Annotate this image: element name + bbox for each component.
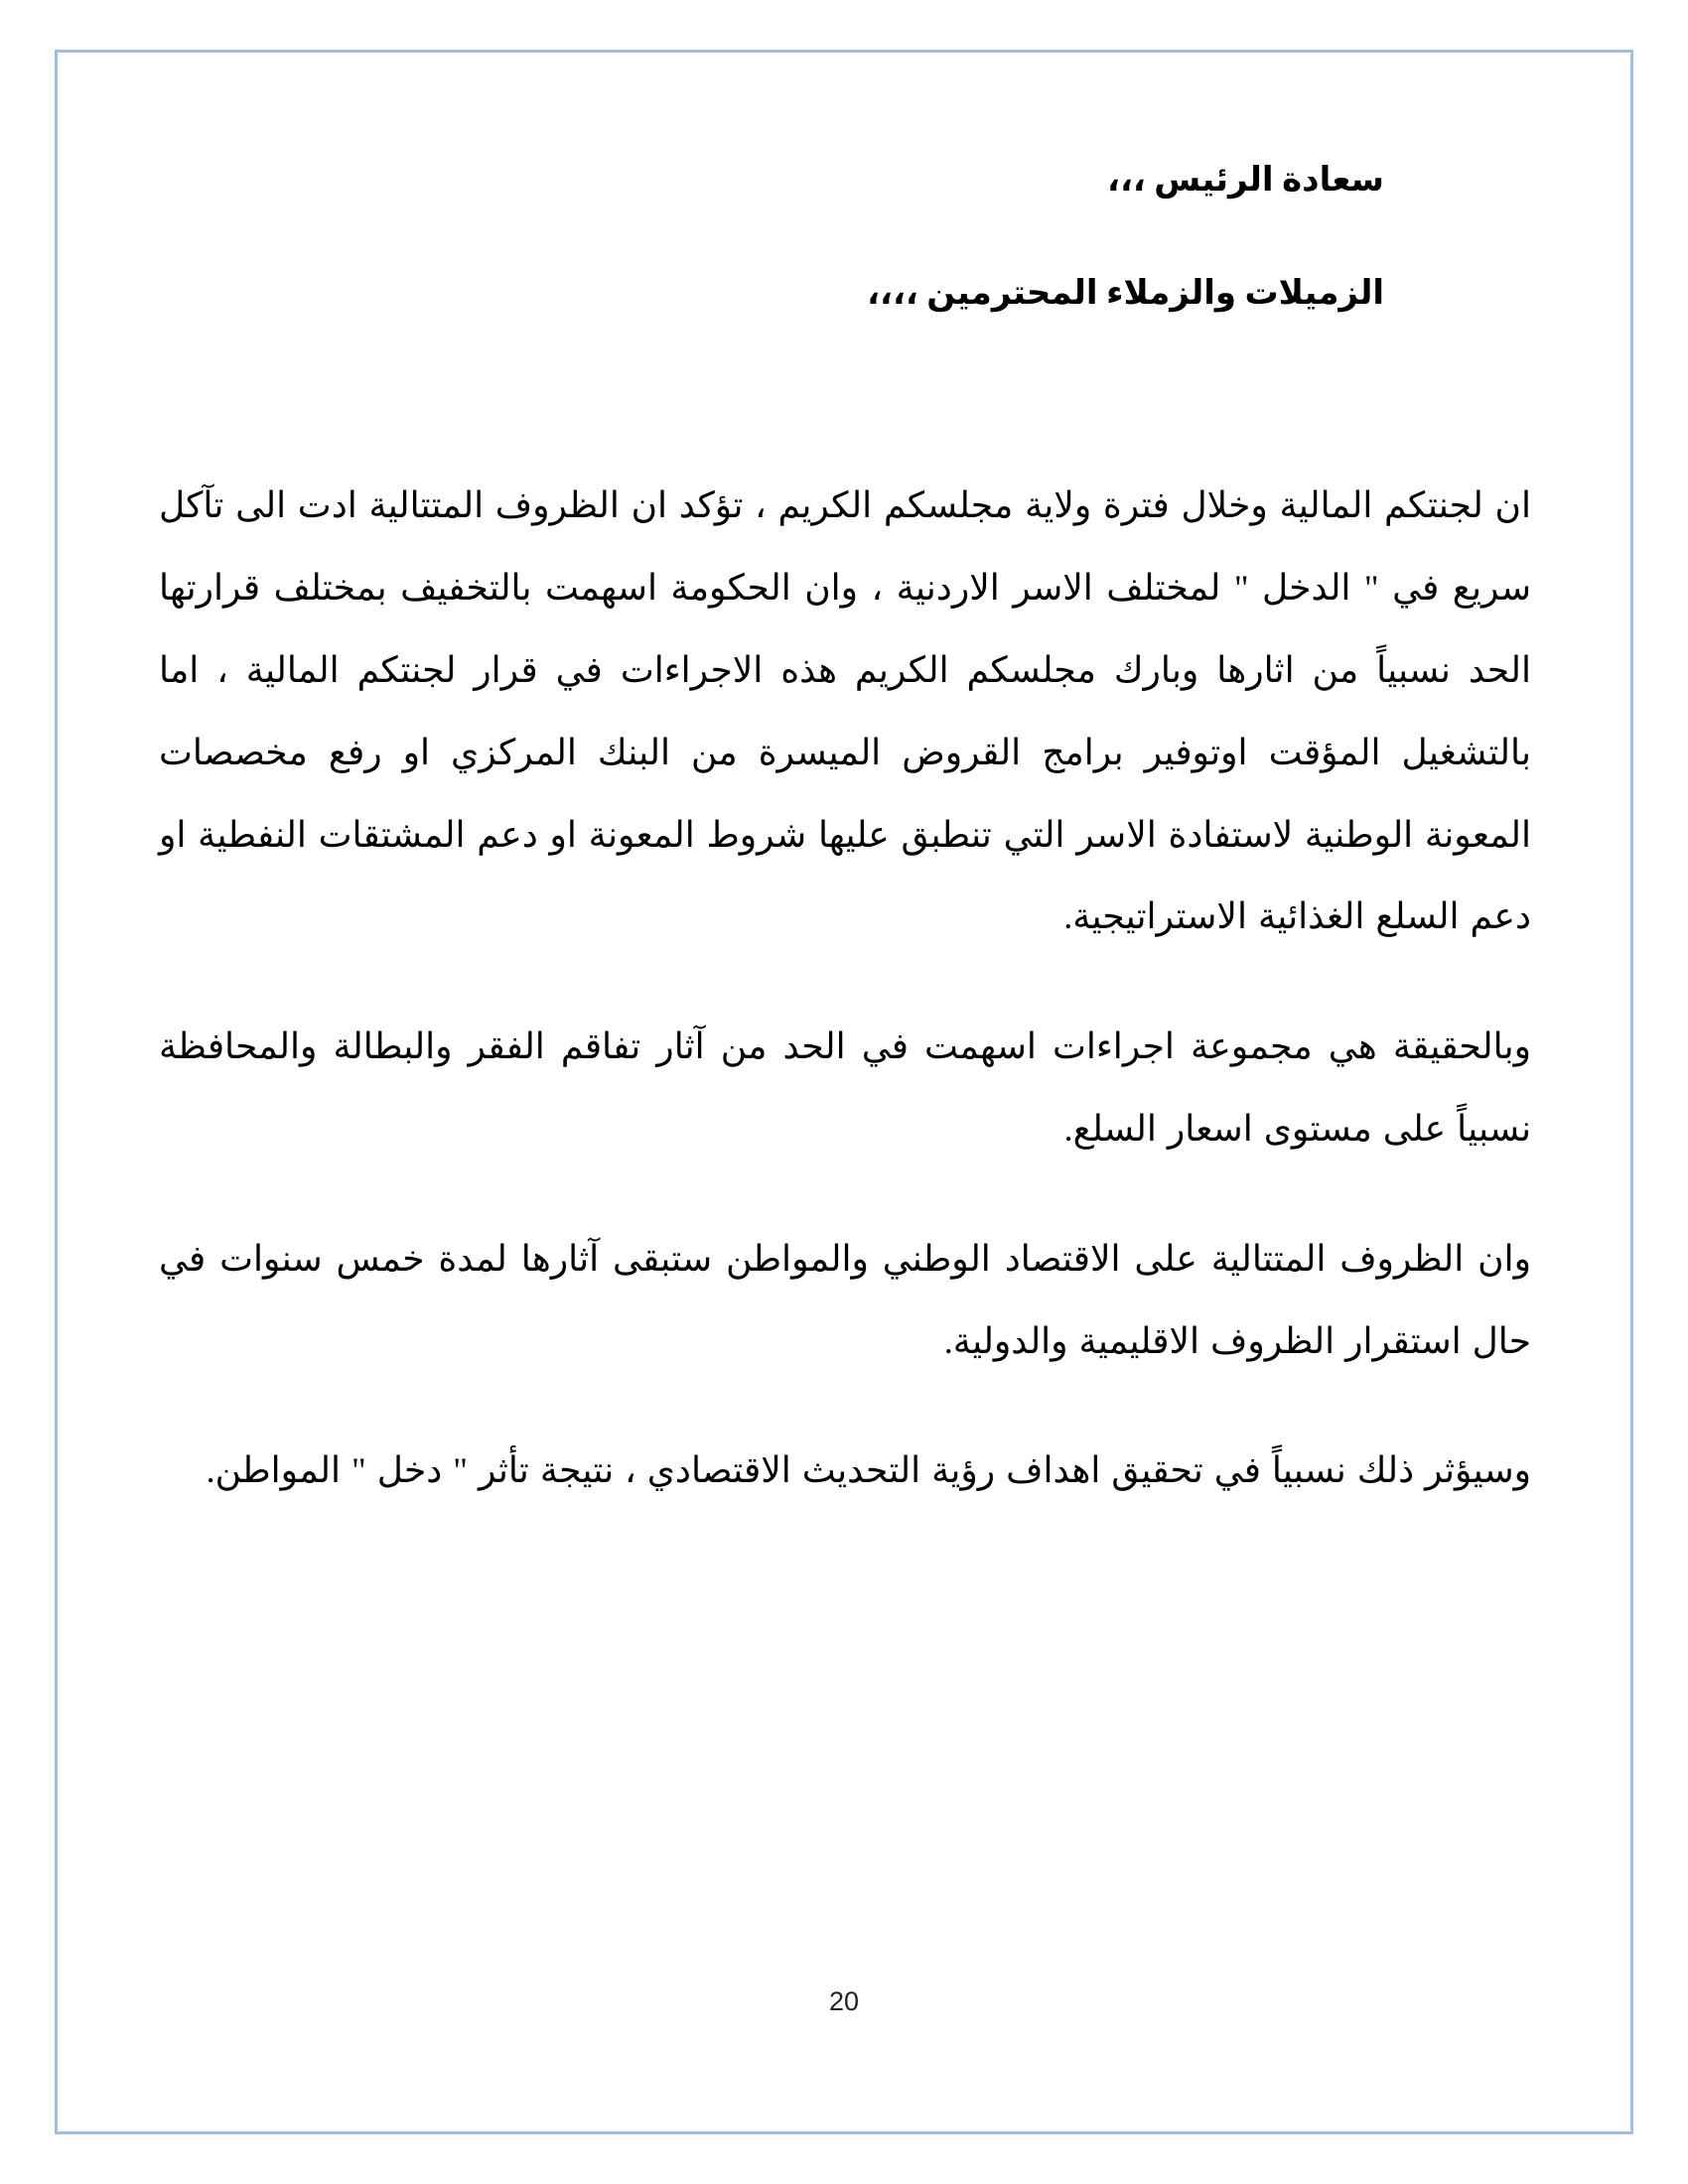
paragraph-1: ان لجنتكم المالية وخلال فترة ولاية مجلسكم الكريم ، تؤكد ان الظروف المتتالية ادت الى تآكل سريع في " الدخل " لمختلف الاسر الاردنية ، وان الحكومة اسهمت بالتخفيف بمختلف قرارتها الحد نسبياً من اثارها وبارك مجلسكم الكريم هذه الاجراءات في قرار لجنتكم المالية ، اما بالتشغيل المؤقت اوتوفير برامج القروض الميسرة من البنك المركزي او رفع مخصصات المعونة الوطنية لاستفادة الاسر التي تنطبق عليها شروط المعونة او دعم المشتقات النفطية او دعم السلع الغذائية الاستراتيجية. (159, 485, 1531, 937)
paragraph-4: وسيؤثر ذلك نسبياً في تحقيق اهداف رؤية التحديث الاقتصادي ، نتيجة تأثر " دخل " المواطن. (206, 1450, 1531, 1491)
salutation-line-2: الزميلات والزملاء المحترمين ،،،، (867, 275, 1384, 313)
salutation-line-1: سعادة الرئيس ،،، (1107, 162, 1384, 199)
paragraph-2: وبالحقيقة هي مجموعة اجراءات اسهمت في الحد من آثار تفاقم الفقر والبطالة والمحافظة نسبياً على مستوى اسعار السلع. (159, 1026, 1531, 1149)
paragraph-3: وان الظروف المتتالية على الاقتصاد الوطني والمواطن ستبقى آثارها لمدة خمس سنوات في حال استقرار الظروف الاقليمية والدولية. (159, 1238, 1531, 1361)
document-body (159, 159, 1531, 1560)
page-number: 20 (828, 1986, 860, 2016)
